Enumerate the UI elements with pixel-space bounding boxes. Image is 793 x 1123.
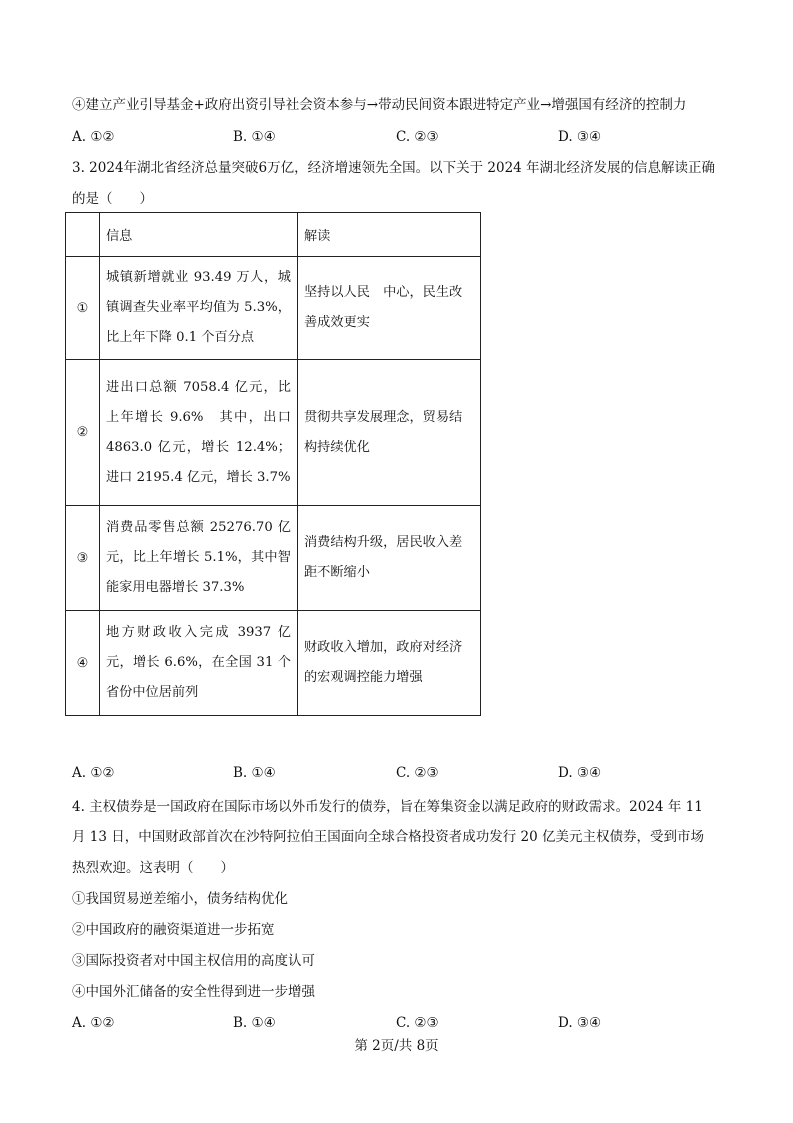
question-3-stem-line-2: 的是（ ）: [72, 191, 153, 207]
row-info: 城镇新增就业 93.49 万人，城镇调查失业率平均值为 5.3%，比上年下降 0.1 个百分点: [100, 257, 298, 360]
row-info: 进出口总额 7058.4 亿元，比上年增长 9.6% 其中，出口4863.0 亿元，增长 12.4%；进口 2195.4 亿元，增长 3.7%: [100, 360, 298, 506]
option-d: D. ③④: [558, 1015, 602, 1031]
table-row: [66, 611, 481, 716]
row-info: 地方财政收入完成 3937 亿元，增长 6.6%，在全国 31 个省份中位居前列: [100, 611, 298, 716]
question-2-options: [72, 127, 722, 147]
row-number: ③: [66, 506, 100, 611]
table-row: [66, 257, 481, 360]
row-interpretation: 消费结构升级，居民收入差距不断缩小: [298, 506, 481, 611]
table-row: [66, 360, 481, 506]
table-header-row: [66, 213, 481, 257]
option-a: A. ①②: [72, 129, 115, 145]
question-2-item-4: ④建立产业引导基金+政府出资引导社会资本参与→带动民间资本跟进特定产业→增强国有经济的控制力: [72, 97, 687, 113]
question-4-stem-line-3: 热烈欢迎。这表明（ ）: [72, 860, 234, 876]
question-4-item-2: ②中国政府的融资渠道进一步拓宽: [72, 922, 275, 938]
option-c: C. ②③: [396, 765, 439, 781]
option-b: B. ①④: [233, 129, 276, 145]
row-info: 消费品零售总额 25276.70 亿元，比上年增长 5.1%，其中智能家用电器增长 37.3%: [100, 506, 298, 611]
table-header-interpretation: 解读: [298, 213, 481, 257]
table-row: [66, 506, 481, 611]
question-4-item-3: ③国际投资者对中国主权信用的高度认可: [72, 953, 315, 969]
question-4-stem-line-2: 月 13 日，中国财政部首次在沙特阿拉伯王国面向全球合格投资者成功发行 20 亿美元主权债券，受到市场: [72, 829, 705, 845]
question-4-item-1: ①我国贸易逆差缩小，债务结构优化: [72, 891, 288, 907]
option-d: D. ③④: [558, 765, 602, 781]
option-b: B. ①④: [233, 1015, 276, 1031]
row-number: ②: [66, 360, 100, 506]
question-4-stem-line-1: 4. 主权债券是一国政府在国际市场以外币发行的债券，旨在筹集资金以满足政府的财政需求。2024 年 11: [72, 799, 703, 815]
table-header-number: [66, 213, 100, 257]
question-3-options: [72, 763, 722, 783]
option-c: C. ②③: [396, 1015, 439, 1031]
question-4-item-4: ④中国外汇储备的安全性得到进一步增强: [72, 984, 315, 1000]
question-4-options: [72, 1013, 722, 1033]
row-interpretation: 财政收入增加，政府对经济的宏观调控能力增强: [298, 611, 481, 716]
option-a: A. ①②: [72, 1015, 115, 1031]
table-header-info: 信息: [100, 213, 298, 257]
option-c: C. ②③: [396, 129, 439, 145]
info-table: [65, 212, 481, 716]
row-number: ④: [66, 611, 100, 716]
option-d: D. ③④: [558, 129, 602, 145]
row-number: ①: [66, 257, 100, 360]
question-3-stem-line-1: 3. 2024年湖北省经济总量突破6万亿，经济增速领先全国。以下关于 2024 年湖北经济发展的信息解读正确: [72, 160, 716, 176]
page-footer: 第 2页/共 8页: [354, 1038, 439, 1054]
option-a: A. ①②: [72, 765, 115, 781]
row-interpretation: 坚持以人民 中心，民生改善成效更实: [298, 257, 481, 360]
row-interpretation: 贯彻共享发展理念，贸易结构持续优化: [298, 360, 481, 506]
option-b: B. ①④: [233, 765, 276, 781]
